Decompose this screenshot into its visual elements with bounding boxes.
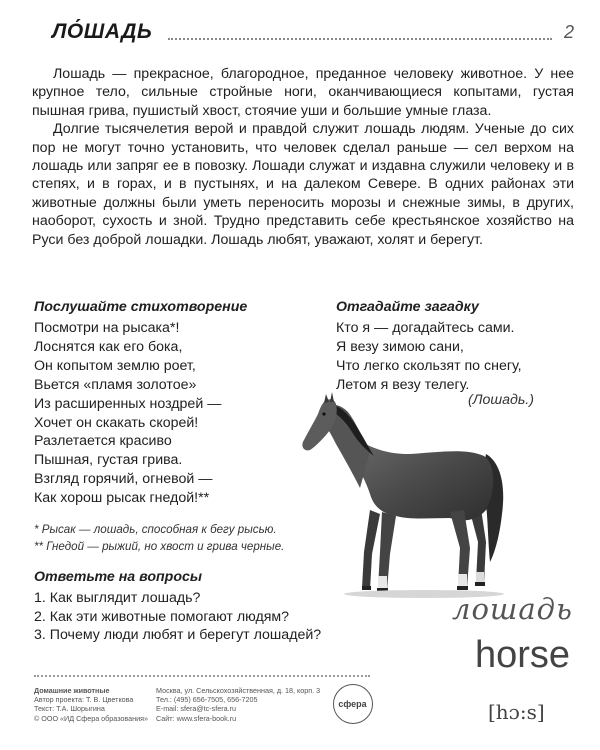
intro-paragraph: Долгие тысячелетия верой и правдой служит лошадь людям. Ученые до сих пор не могут точно установить, что человек сделал раньше — сел верхом на лошадь или запряг ее в повозку. Лошади служат и издавна служили человеку и в степях, и в горах, и в пустынях, и на далеком Севере. В одних районах эти животные должны были уметь переносить морозы и снежные зимы, в других, наоборот, сухость и зной. Трудно представить себе крестьянское хозяйство на Руси без доброй лошадки. Лошадь любят, уважают, холят и берегут. (32, 121, 574, 248)
footer-email: E-mail: sfera@tc-sfera.ru (156, 704, 236, 714)
intro-text (32, 65, 574, 249)
poem-line: Он копытом землю роет, (34, 357, 196, 374)
page-number: 2 (564, 22, 575, 42)
riddle-answer: (Лошадь.) (468, 392, 534, 408)
poem-line: Из расширенных ноздрей — (34, 395, 222, 412)
riddle-heading: Отгадайте загадку (336, 299, 479, 315)
poem-line: Лоснятся как его бока, (34, 338, 183, 355)
questions-list (34, 589, 321, 645)
footnote: ** Гнедой — рыжий, но хвост и грива черные. (34, 540, 285, 553)
question-item: 2. Как эти животные помогают людям? (34, 608, 290, 625)
footnote: * Рысак — лошадь, способная к бегу рысью. (34, 523, 277, 536)
footer-line: Автор проекта: Т. В. Цветкова (34, 695, 134, 705)
poem-line: Как хорош рысак гнедой!** (34, 490, 210, 507)
poem-line: Взгляд горячий, огневой — (34, 471, 213, 488)
poem-line: Хочет он скакать скорей! (34, 414, 199, 431)
riddle (336, 319, 522, 395)
footer-series: Домашние животные (34, 686, 110, 695)
question-item: 3. Почему люди любят и берегут лошадей? (34, 627, 322, 644)
poem-line: Вьется «пламя золотое» (34, 376, 197, 393)
horse-illustration (300, 392, 520, 602)
page-title: ЛО́ШАДЬ (52, 20, 153, 43)
word-english: horse (475, 634, 571, 676)
question-item: 1. Как выглядит лошадь? (34, 590, 201, 606)
riddle-line: Кто я — догадайтесь сами. (336, 320, 515, 336)
word-transcription: [hɔ:s] (488, 700, 545, 724)
footnotes (34, 521, 284, 555)
poem (34, 319, 221, 508)
riddle-line: Что легко скользят по снегу, (336, 357, 522, 374)
intro-paragraph: Лошадь — прекрасное, благородное, преданное человеку животное. У нее крупное тело, сильные стройные ноги, оканчивающиеся копытами, густая пышная грива, пушистый хвост, стоячие уши и большие умные глаза. (32, 66, 574, 119)
footer-contacts (156, 686, 320, 723)
footer-dotted-rule (34, 675, 370, 677)
publisher-logo (333, 684, 373, 724)
word-cursive: лошадь (452, 592, 573, 626)
riddle-line: Я везу зимою сани, (336, 338, 464, 355)
poem-line: Посмотри на рысака*! (34, 320, 180, 336)
footer-website: Сайт: www.sfera-book.ru (156, 713, 237, 723)
questions-heading: Ответьте на вопросы (34, 569, 202, 585)
footer-line: Текст: Т.А. Шорыгина (34, 704, 105, 714)
publisher-logo-text: сфера (338, 699, 367, 709)
footer-address: Москва, ул. Сельскохозяйственная, д. 18, корп. 3 (156, 686, 321, 695)
poem-line: Разлетается красиво (34, 433, 172, 450)
title-dotted-leader (168, 38, 552, 40)
footer-line: © ООО «ИД Сфера образования» (34, 713, 149, 723)
footer-credits (34, 686, 148, 723)
riddle-line: Летом я везу телегу. (336, 376, 470, 393)
poem-line: Пышная, густая грива. (34, 452, 183, 469)
poem-heading: Послушайте стихотворение (34, 299, 248, 315)
footer-phone: Тел.: (495) 656-7505, 656-7205 (156, 695, 258, 705)
